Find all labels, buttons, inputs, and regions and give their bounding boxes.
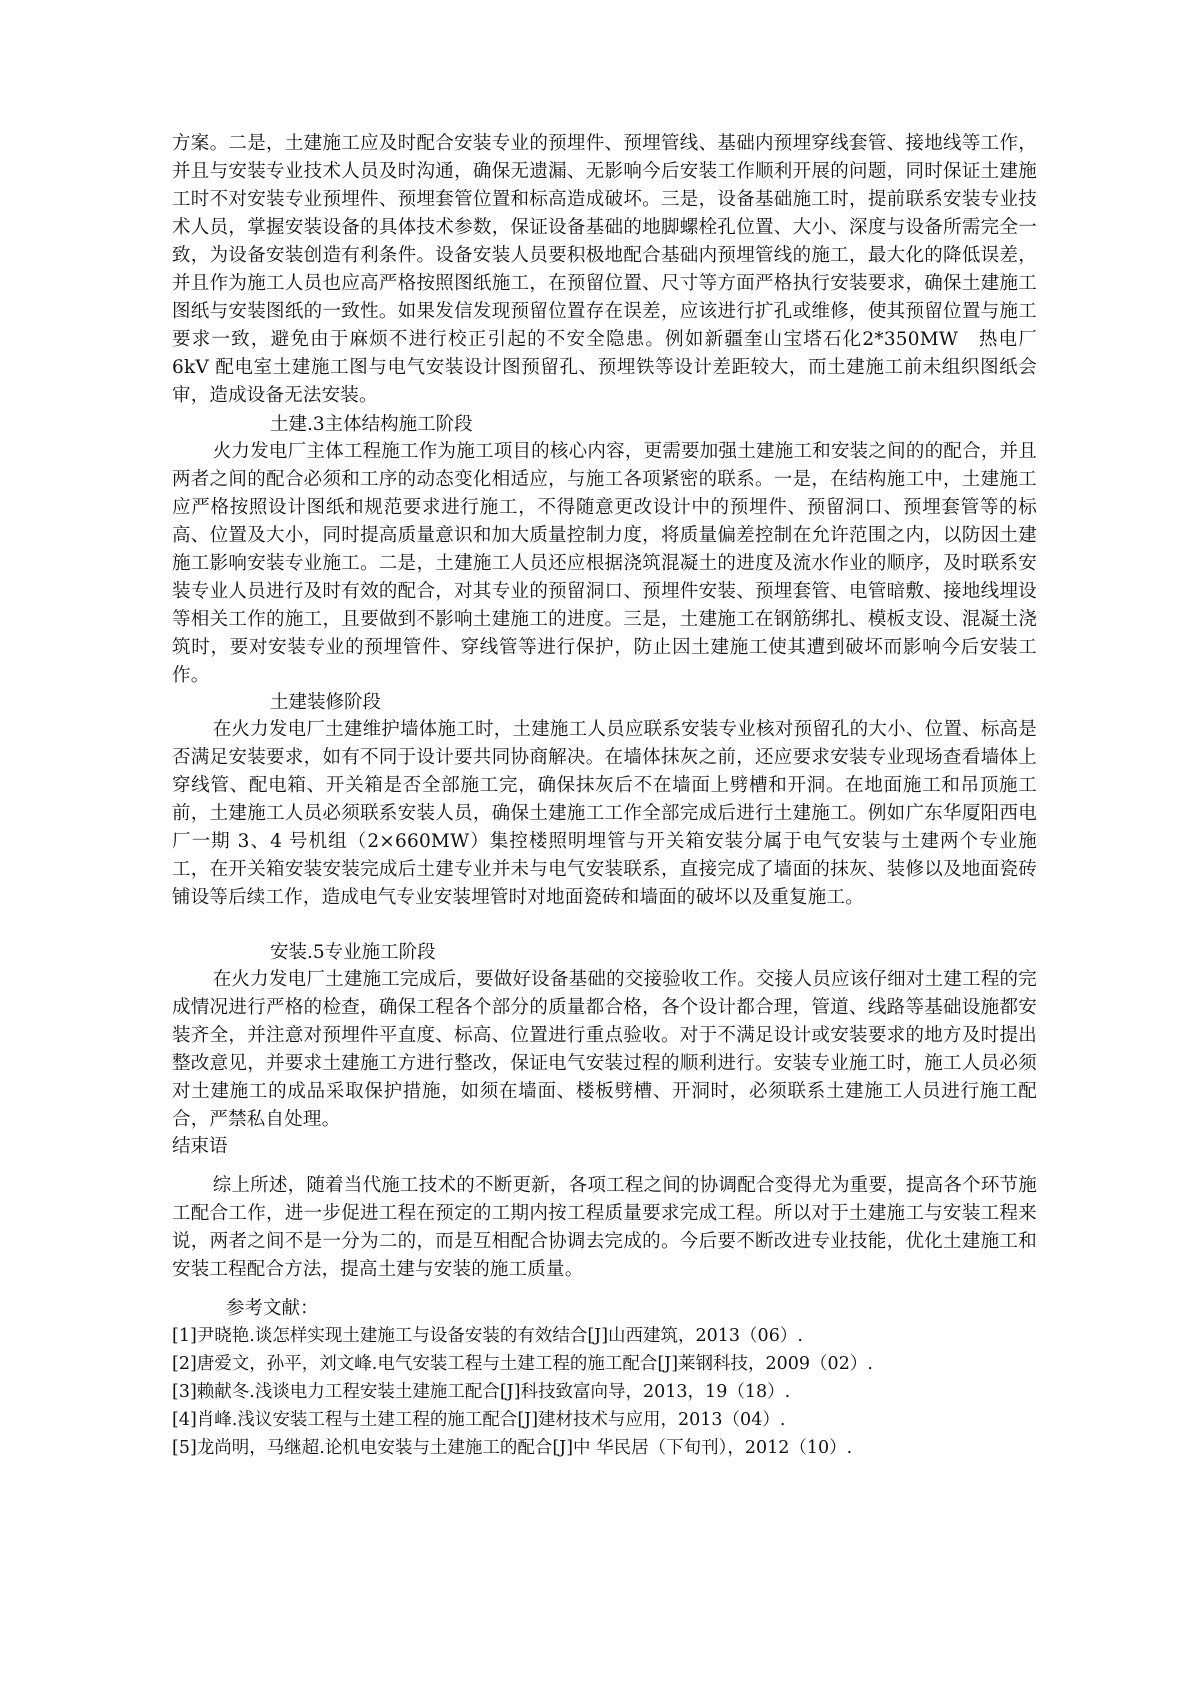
references-title: 参考文献： <box>226 1298 319 1319</box>
intro-paragraph: 方案。二是，土建施工应及时配合安装专业的预埋件、预埋管线、基础内预埋穿线套管、接地线等工作，并且与安装专业技术人员及时沟通，确保无遗漏、无影响今后安装工作顺利开展的问题，同时保证土建施工时不对安装专业预埋件、预埋套管位置和标高造成破坏。三是，设备基础施工时，提前联系安装专业技术人员，掌握安装设备的具体技术参数，保证设备基础的地脚螺栓孔位置、大小、深度与设备所需完全一致，为设备安装创造有利条件。设备安装人员要积极地配合基础内预埋管线的施工，最大化的降低误差，并且作为施工人员也应高严格按照图纸施工，在预留位置、尺寸等方面严格执行安装要求，确保土建施工图纸与安装图纸的一致性。如果发信发现预留位置存在误差，应该进行扩孔或维修，使其预留位置与施工要求一致，避免由于麻烦不进行校正引起的不安全隐患。例如新疆奎山宝塔石化2*350MW 热电厂 6kV 配电室土建施工图与电气安装设计图预留孔、预埋铁等设计差距较大，而土建施工前未组织图纸会审，造成设备无法安装。 <box>172 133 1037 406</box>
section-body-decoration: 在火力发电厂土建维护墙体施工时，土建施工人员应联系安装专业核对预留孔的大小、位置、标高是否满足安装要求，如有不同于设计要共同协商解决。在墙体抹灰之前，还应要求安装专业现场查看墙体上穿线管、配电箱、开关箱是否全部施工完，确保抹灰后不在墙面上劈槽和开洞。在地面施工和吊顶施工前，土建施工人员必须联系安装人员，确保土建施工工作全部完成后进行土建施工。例如广东华厦阳西电厂一期 3、4 号机组（2×660MW）集控楼照明埋管与开关箱安装分属于电气安装与土建两个专业施工，在开关箱安装安装完成后土建专业并未与电气安装联系，直接完成了墙面的抹灰、装修以及地面瓷砖铺设等后续工作，造成电气专业安装埋管时对地面瓷砖和墙面的破坏以及重复施工。 <box>172 719 1037 908</box>
reference-item: [1]尹晓艳.谈怎样实现土建施工与设备安装的有效结合[J]山西建筑，2013（06）. <box>172 1326 803 1346</box>
reference-item: [2]唐爱文，孙平，刘文峰.电气安装工程与土建工程的施工配合[J]莱钢科技，2009（02）. <box>172 1354 873 1374</box>
section-heading-decoration: 土建装修阶段 <box>270 692 382 713</box>
conclusion-body: 综上所述，随着当代施工技术的不断更新，各项工程之间的协调配合变得尤为重要，提高各个环节施工配合工作，进一步促进工程在预定的工期内按工程质量要求完成工程。所以对于土建施工与安装工程来说，两者之间不是一分为二的，而是互相配合协调去完成的。今后要不断改进专业技能，优化土建施工和安装工程配合方法，提高土建与安装的施工质量。 <box>172 1175 1037 1280</box>
reference-item: [4]肖峰.浅议安装工程与土建工程的施工配合[J]建材技术与应用，2013（04）. <box>172 1410 786 1430</box>
section-body-main-structure: 火力发电厂主体工程施工作为施工项目的核心内容，更需要加强土建施工和安装之间的的配合，并且两者之间的配合必须和工序的动态变化相适应，与施工各项紧密的联系。一是，在结构施工中，土建施工应严格按照设计图纸和规范要求进行施工，不得随意更改设计中的预埋件、预留洞口、预埋套管等的标高、位置及大小，同时提高质量意识和加大质量控制力度，将质量偏差控制在允许范围之内，以防因土建施工影响安装专业施工。二是，土建施工人员还应根据浇筑混凝土的进度及流水作业的顺序，及时联系安装专业人员进行及时有效的配合，对其专业的预留洞口、预埋件安装、预埋套管、电管暗敷、接地线埋设等相关工作的施工，且要做到不影响土建施工的进度。三是，土建施工在钢筋绑扎、模板支设、混凝土浇筑时，要对安装专业的预埋管件、穿线管等进行保护，防止因土建施工使其遭到破坏而影响今后安装工作。 <box>172 441 1037 686</box>
conclusion-heading: 结束语 <box>172 1136 228 1157</box>
section-heading-installation: 安装.5专业施工阶段 <box>270 942 436 963</box>
reference-item: [5]龙尚明，马继超.论机电安装与土建施工的配合[J]中 华民居（下旬刊），2012（10）. <box>172 1438 853 1458</box>
reference-list <box>172 1322 1032 1462</box>
section-body-installation: 在火力发电厂土建施工完成后，要做好设备基础的交接验收工作。交接人员应该仔细对土建工程的完成情况进行严格的检查，确保工程各个部分的质量都合格，各个设计都合理，管道、线路等基础设施都安装齐全，并注意对预埋件平直度、标高、位置进行重点验收。对于不满足设计或安装要求的地方及时提出整改意见，并要求土建施工方进行整改，保证电气安装过程的顺利进行。安装专业施工时，施工人员必须对土建施工的成品采取保护措施，如须在墙面、楼板劈槽、开洞时，必须联系土建施工人员进行施工配合，严禁私自处理。 <box>172 969 1037 1130</box>
section-heading-main-structure: 土建.3主体结构施工阶段 <box>270 414 473 435</box>
reference-item: [3]赖献冬.浅谈电力工程安装土建施工配合[J]科技致富向导，2013，19（18）. <box>172 1382 791 1402</box>
